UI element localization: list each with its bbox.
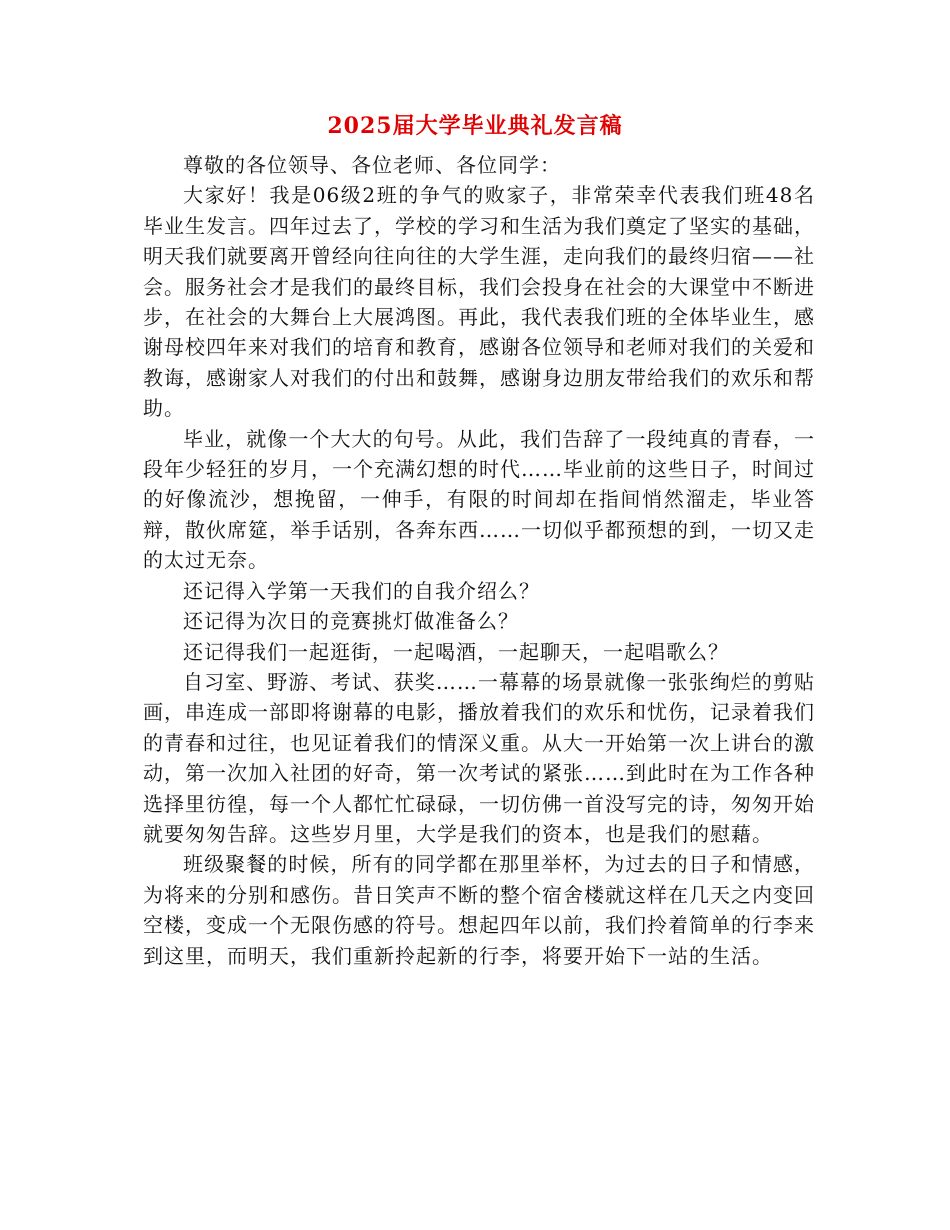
page-title: 2025届大学毕业典礼发言稿 bbox=[327, 113, 623, 139]
paragraph-memories: 自习室、野游、考试、获奖……一幕幕的场景就像一张张绚烂的剪贴画，串连成一部即将谢幕的电影，播放着我们的欢乐和忧伤，记录着我们的青春和过往，也见证着我们的情深义重。从大一开始第一次上讲台的激动，第一次加入社团的好奇，第一次考试的紧张……到此时在为工作各种选择里彷徨，每一个人都忙忙碌碌，一切仿佛一首没写完的诗，匆匆开始就要匆匆告辞。这些岁月里，大学是我们的资本，也是我们的慰藉。 bbox=[143, 669, 815, 846]
paragraph-farewell-dinner: 班级聚餐的时候，所有的同学都在那里举杯，为过去的日子和情感，为将来的分别和感伤。昔日笑声不断的整个宿舍楼就这样在几天之内变回空楼，变成一个无限伤感的符号。想起四年以前，我们拎着简单的行李来到这里，而明天，我们重新拎起新的行李，将要开始下一站的生活。 bbox=[143, 852, 815, 968]
paragraph-remember-together: 还记得我们一起逛街，一起喝酒，一起聊天，一起唱歌么？ bbox=[183, 639, 729, 664]
paragraph-salutation: 尊敬的各位领导、各位老师、各位同学： bbox=[183, 153, 561, 177]
paragraph-remember-introduction: 还记得入学第一天我们的自我介绍么？ bbox=[183, 578, 540, 603]
speech-body bbox=[143, 150, 815, 971]
paragraph-graduation: 毕业，就像一个大大的句号。从此，我们告辞了一段纯真的青春，一段年少轻狂的岁月，一个充满幻想的时代……毕业前的这些日子，时间过的好像流沙，想挽留，一伸手，有限的时间却在指间悄然溜走，毕业答辩，散伙席筵，举手话别，各奔东西……一切似乎都预想的到，一切又走的太过无奈。 bbox=[143, 426, 815, 573]
paragraph-greeting: 大家好！我是06级2班的争气的败家子，非常荣幸代表我们班48名毕业生发言。四年过去了，学校的学习和生活为我们奠定了坚实的基础，明天我们就要离开曾经向往向往的大学生涯，走向我们的最终归宿——社会。服务社会才是我们的最终目标，我们会投身在社会的大课堂中不断进步，在社会的大舞台上大展鸿图。再此，我代表我们班的全体毕业生，感谢母校四年来对我们的培育和教育，感谢各位领导和老师对我们的关爱和教诲，感谢家人对我们的付出和鼓舞，感谢身边朋友带给我们的欢乐和帮助。 bbox=[143, 183, 815, 421]
paragraph-remember-competition: 还记得为次日的竞赛挑灯做准备么？ bbox=[183, 609, 519, 634]
